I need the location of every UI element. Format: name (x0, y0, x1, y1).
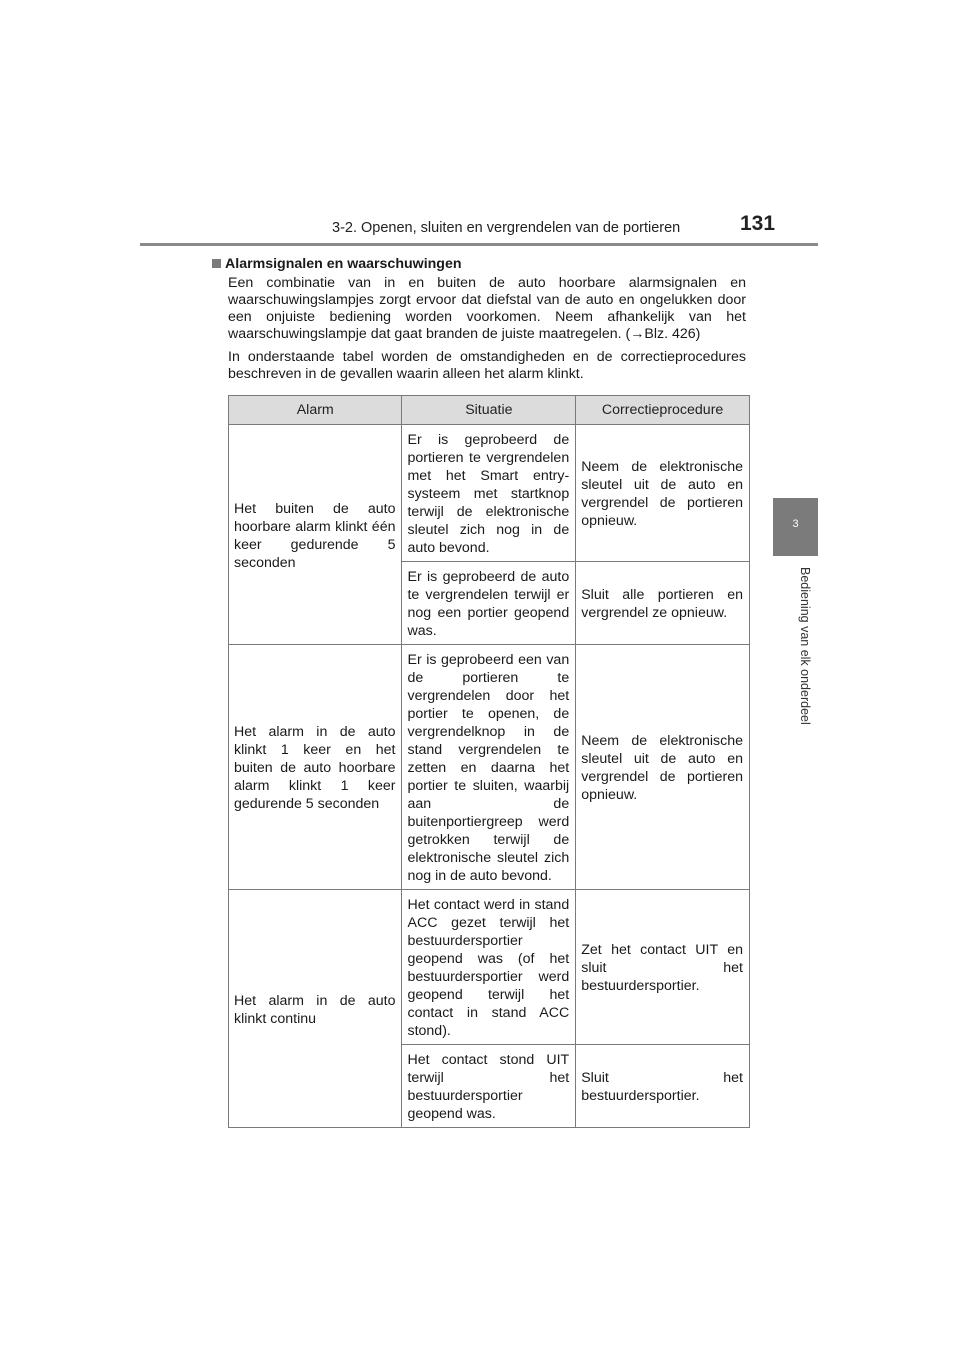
square-bullet-icon (212, 259, 221, 268)
table-row (229, 645, 750, 890)
table-row (229, 425, 750, 562)
section-title (212, 256, 746, 272)
intro-paragraph: Een combinatie van in en buiten de auto hoorbare alarmsignalen en waarschuwingslampjes zorgt ervoor dat diefstal van de auto en ongelukken door een onjuiste bediening worden voorkomen. Neem afhankelijk van het waarschuwingslampje dat gaat branden de juiste maatregelen. (→Blz. 426) (228, 275, 746, 342)
chapter-number: 3 (792, 518, 799, 530)
situation-cell: Er is geprobeerd de auto te vergrendelen terwijl er nog een portier geopend was. (402, 562, 576, 645)
table-intro-paragraph: In onderstaande tabel worden de omstandigheden en de correctieprocedures beschreven in de gevallen waarin alleen het alarm klinkt. (228, 349, 746, 382)
situation-cell: Er is geprobeerd de portieren te vergrendelen met het Smart entry-systeem met startknop terwijl de elektronische sleutel zich nog in de auto bevond. (402, 425, 576, 562)
alarm-table (228, 395, 750, 1128)
alarm-cell: Het buiten de auto hoorbare alarm klinkt één keer gedurende 5 seconden (229, 425, 402, 645)
table-header-row (229, 396, 750, 425)
page-number: 131 (740, 212, 776, 235)
header-title: 3-2. Openen, sluiten en vergrendelen van de portieren (332, 220, 681, 236)
situation-cell: Het contact werd in stand ACC gezet terwijl het bestuurdersportier geopend was (of het bestuurdersportier werd geopend terwijl het contact in stand ACC stond). (402, 890, 576, 1045)
situation-cell: Er is geprobeerd een van de portieren te vergrendelen door het portier te openen, de vergrendelknop in de stand vergrendelen te zetten en daarna het portier te sluiten, waarbij aan de buitenportiergreep werd getrokken terwijl de elektronische sleutel zich nog in de auto bevond. (402, 645, 576, 890)
correction-cell: Neem de elektronische sleutel uit de auto en vergrendel de portieren opnieuw. (576, 425, 750, 562)
section-title-text: Alarmsignalen en waarschuwingen (225, 256, 462, 272)
correction-cell: Sluit het bestuurdersportier. (576, 1045, 750, 1128)
situation-cell: Het contact stond UIT terwijl het bestuurdersportier geopend was. (402, 1045, 576, 1128)
alarm-cell: Het alarm in de auto klinkt 1 keer en het buiten de auto hoorbare alarm klinkt 1 keer gedurende 5 seconden (229, 645, 402, 890)
header-rule (140, 243, 818, 246)
header-alarm: Alarm (229, 396, 402, 425)
alarm-cell: Het alarm in de auto klinkt continu (229, 890, 402, 1128)
correction-cell: Zet het contact UIT en sluit het bestuurdersportier. (576, 890, 750, 1045)
header-correction: Correctieprocedure (576, 396, 750, 425)
correction-cell: Neem de elektronische sleutel uit de auto en vergrendel de portieren opnieuw. (576, 645, 750, 890)
correction-cell: Sluit alle portieren en vergrendel ze opnieuw. (576, 562, 750, 645)
chapter-label: Bediening van elk onderdeel (798, 567, 812, 725)
header-situation: Situatie (402, 396, 576, 425)
section-content (212, 256, 746, 389)
table-row (229, 890, 750, 1045)
